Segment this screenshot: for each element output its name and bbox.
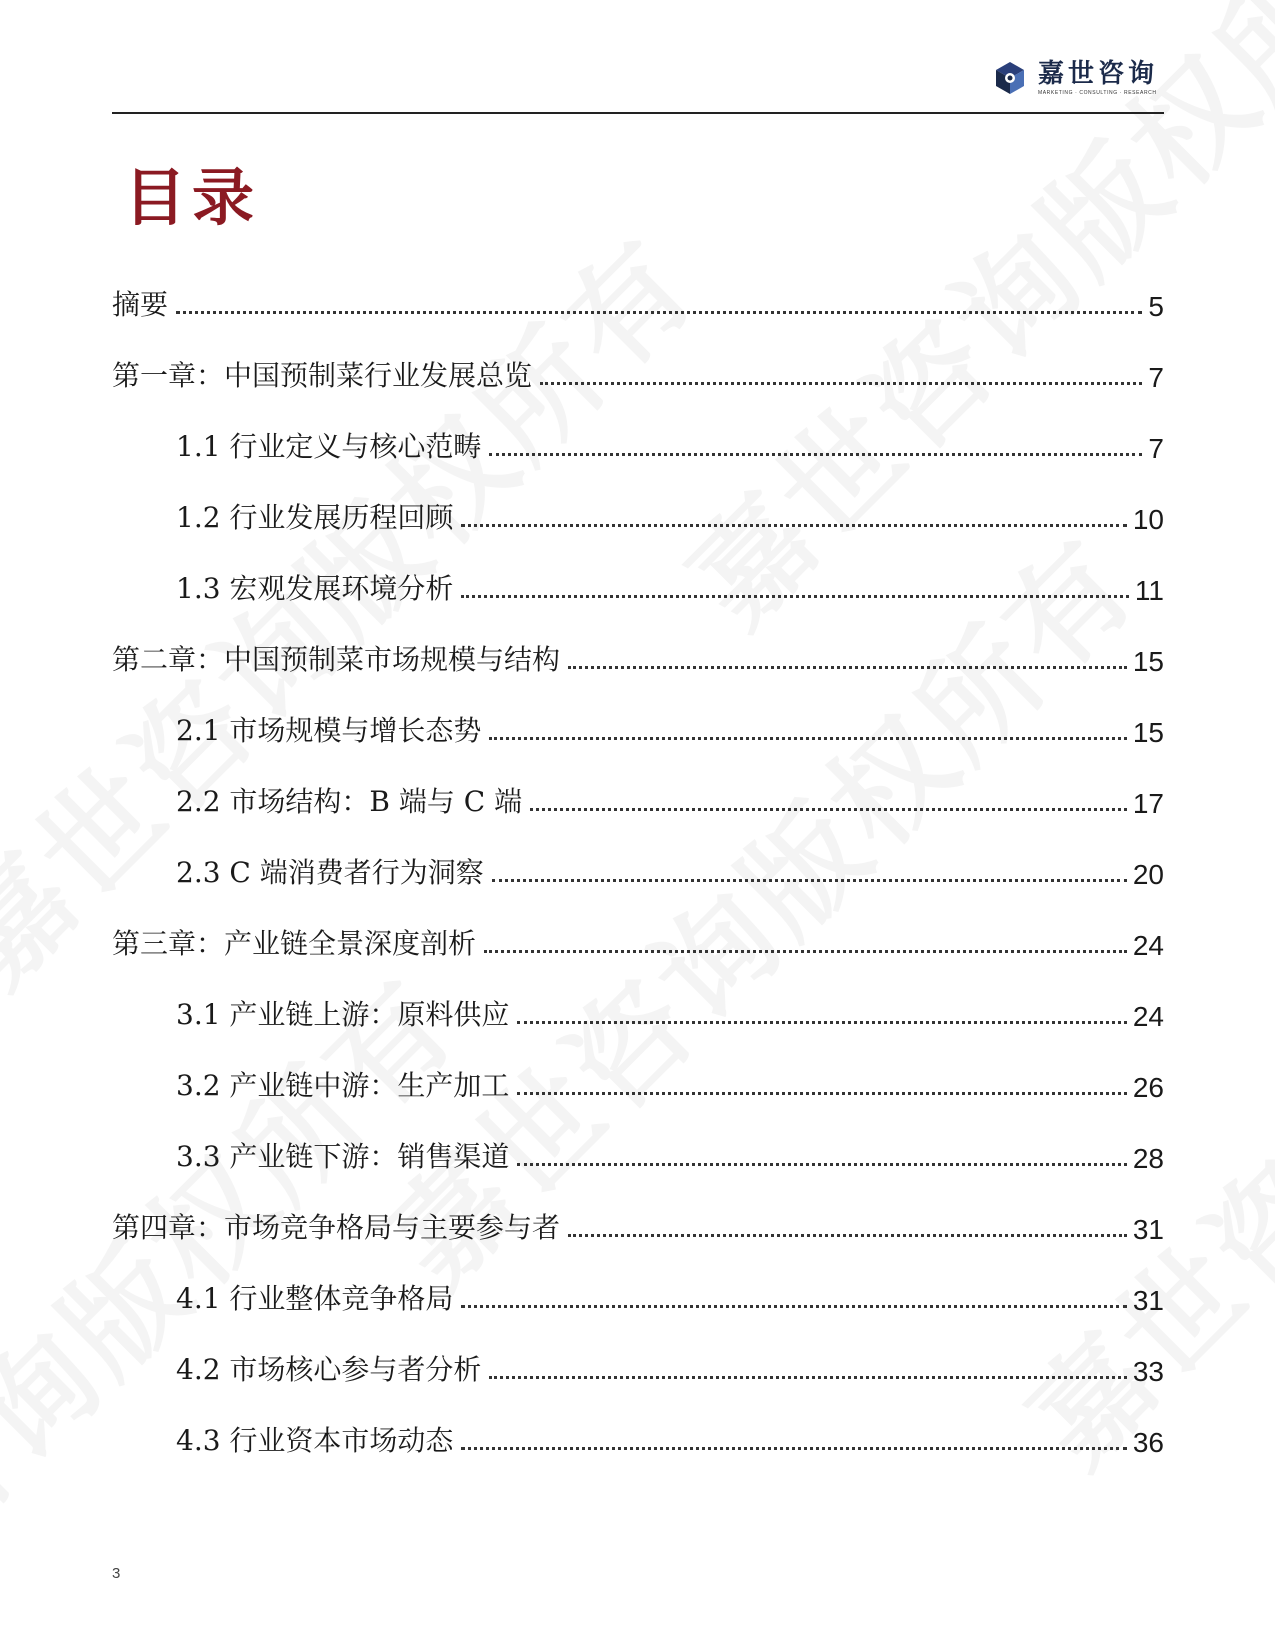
toc-entry-label: 1.1 行业定义与核心范畴 bbox=[176, 430, 482, 463]
toc-entry-page: 17 bbox=[1132, 788, 1164, 819]
toc-entry-page: 33 bbox=[1132, 1356, 1164, 1387]
toc-subsection-entry[interactable] bbox=[112, 465, 1164, 536]
brand-tagline: MARKETING · CONSULTING · RESEARCH bbox=[1037, 90, 1157, 96]
toc-entry-page: 26 bbox=[1132, 1072, 1164, 1103]
toc-entry-label: 1.2 行业发展历程回顾 bbox=[176, 501, 454, 534]
toc-entry-page: 15 bbox=[1132, 646, 1164, 677]
toc-subsection-entry[interactable] bbox=[112, 1317, 1164, 1388]
toc-chapter-entry[interactable] bbox=[112, 607, 1164, 678]
toc-entry-label: 2.1 市场规模与增长态势 bbox=[176, 714, 482, 747]
toc-chapter-entry[interactable] bbox=[112, 323, 1164, 394]
toc-entry-page: 5 bbox=[1148, 291, 1164, 322]
toc-entry-label: 3.3 产业链下游：销售渠道 bbox=[176, 1140, 510, 1173]
toc-entry-label: 第二章：中国预制菜市场规模与结构 bbox=[112, 643, 561, 676]
toc-entry-label: 4.3 行业资本市场动态 bbox=[176, 1424, 454, 1457]
toc-leader-dots bbox=[489, 453, 1142, 456]
page-title: 目录 bbox=[124, 161, 261, 234]
toc-chapter-entry[interactable] bbox=[112, 891, 1164, 962]
toc-entry-label: 1.3 宏观发展环境分析 bbox=[176, 572, 454, 605]
toc-entry-label: 第三章：产业链全景深度剖析 bbox=[112, 927, 477, 960]
toc-leader-dots bbox=[517, 1163, 1126, 1166]
toc-leader-dots bbox=[568, 1234, 1127, 1237]
toc-subsection-entry[interactable] bbox=[112, 536, 1164, 607]
toc-subsection-entry[interactable] bbox=[112, 820, 1164, 891]
toc-entry-page: 15 bbox=[1132, 717, 1164, 748]
toc-entry-page: 28 bbox=[1132, 1143, 1164, 1174]
toc-entry-label: 3.1 产业链上游：原料供应 bbox=[176, 998, 510, 1031]
toc-chapter-entry[interactable] bbox=[112, 1175, 1164, 1246]
toc-entry-page: 11 bbox=[1134, 575, 1164, 606]
toc-leader-dots bbox=[484, 950, 1127, 953]
toc-entry-label: 2.2 市场结构：B 端与 C 端 bbox=[176, 785, 523, 818]
toc-entry-page: 7 bbox=[1148, 362, 1164, 393]
toc-subsection-entry[interactable] bbox=[112, 678, 1164, 749]
toc-entry-page: 24 bbox=[1132, 930, 1164, 961]
toc-entry-label: 2.3 C 端消费者行为洞察 bbox=[176, 856, 484, 889]
toc-entry-label: 第一章：中国预制菜行业发展总览 bbox=[112, 359, 533, 392]
toc-entry-page: 36 bbox=[1132, 1427, 1164, 1458]
toc-entry-page: 31 bbox=[1132, 1285, 1164, 1316]
toc-leader-dots bbox=[461, 1305, 1126, 1308]
toc-leader-dots bbox=[492, 879, 1127, 882]
toc-subsection-entry[interactable] bbox=[112, 394, 1164, 465]
page-number: 3 bbox=[112, 1565, 121, 1582]
toc-subsection-entry[interactable] bbox=[112, 1388, 1164, 1459]
toc-leader-dots bbox=[461, 1447, 1126, 1450]
brand-name: 嘉世咨询 bbox=[1037, 59, 1158, 89]
toc-entry-page: 31 bbox=[1132, 1214, 1164, 1245]
toc-entry-label: 4.1 行业整体竞争格局 bbox=[176, 1282, 454, 1315]
toc-entry-label: 摘要 bbox=[112, 288, 169, 321]
toc-entry-label: 3.2 产业链中游：生产加工 bbox=[176, 1069, 510, 1102]
toc-entry-label: 4.2 市场核心参与者分析 bbox=[176, 1353, 482, 1386]
toc-entry-page: 10 bbox=[1132, 504, 1164, 535]
toc-leader-dots bbox=[517, 1021, 1126, 1024]
toc-leader-dots bbox=[176, 311, 1142, 314]
toc-entry-page: 20 bbox=[1132, 859, 1164, 890]
toc-subsection-entry[interactable] bbox=[112, 1246, 1164, 1317]
toc-subsection-entry[interactable] bbox=[112, 749, 1164, 820]
brand-logo-icon bbox=[990, 58, 1030, 98]
toc-entry-label: 第四章：市场竞争格局与主要参与者 bbox=[112, 1211, 561, 1244]
table-of-contents bbox=[112, 252, 1164, 1459]
page-header bbox=[112, 50, 1164, 114]
toc-subsection-entry[interactable] bbox=[112, 962, 1164, 1033]
toc-leader-dots bbox=[568, 666, 1127, 669]
toc-leader-dots bbox=[517, 1092, 1126, 1095]
toc-entry-page: 24 bbox=[1132, 1001, 1164, 1032]
toc-leader-dots bbox=[461, 524, 1126, 527]
toc-leader-dots bbox=[489, 737, 1126, 740]
toc-subsection-entry[interactable] bbox=[112, 1033, 1164, 1104]
brand-logo bbox=[990, 58, 1158, 98]
toc-leader-dots bbox=[530, 808, 1127, 811]
toc-chapter-entry[interactable] bbox=[112, 252, 1164, 323]
toc-subsection-entry[interactable] bbox=[112, 1104, 1164, 1175]
toc-leader-dots bbox=[540, 382, 1142, 385]
toc-leader-dots bbox=[489, 1376, 1126, 1379]
toc-entry-page: 7 bbox=[1148, 433, 1164, 464]
toc-leader-dots bbox=[461, 595, 1128, 598]
